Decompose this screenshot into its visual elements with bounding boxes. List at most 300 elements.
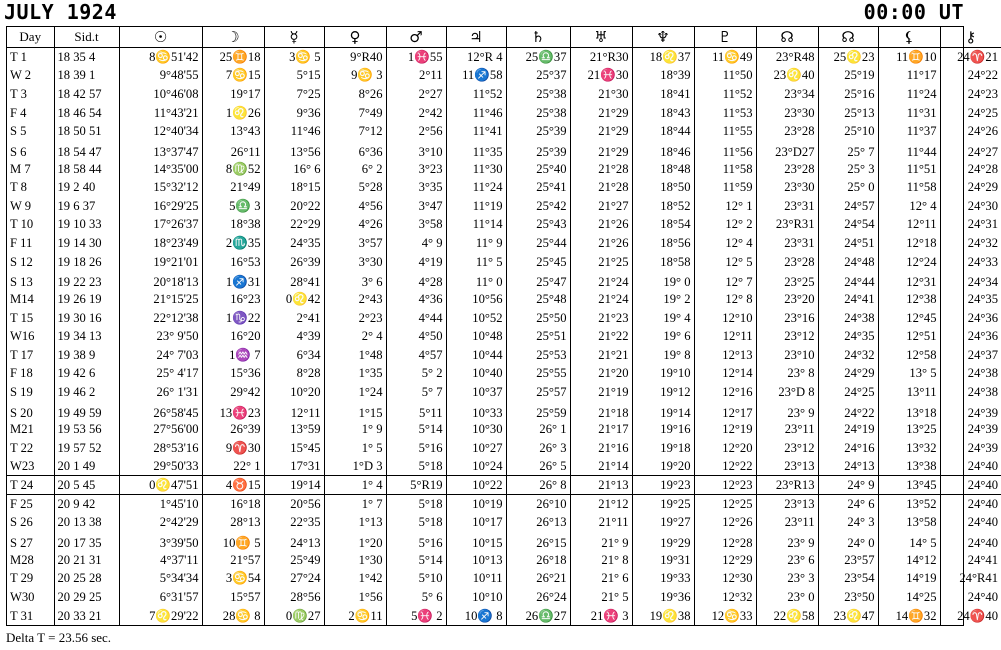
cell-day: S 6 (10, 144, 27, 159)
cell-sun: 14°35'00 (119, 159, 202, 178)
cell-sidereal-time: 19 26 19 (54, 290, 119, 309)
cell-neptune: 19° 4 (632, 308, 694, 327)
table-row (7, 290, 1001, 309)
cell-true-node: 23°50 (818, 588, 878, 607)
cell-lilith: 14°12 (878, 550, 940, 569)
cell-chiron: 24°25 (940, 103, 1001, 122)
table-row (7, 271, 1001, 290)
delta-t-note: Delta T = 23.56 sec. (6, 630, 112, 645)
table-row (7, 234, 1001, 253)
cell-day: W 2 (10, 68, 32, 83)
cell-moon: 16°18 (202, 495, 264, 514)
cell-sidereal-time: 19 30 16 (54, 308, 119, 327)
cell-mars: 2°27 (386, 85, 446, 104)
cell-sun: 1°45'10 (119, 495, 202, 514)
cell-day: S 5 (10, 124, 27, 139)
cell-saturn: 25°40 (506, 159, 570, 178)
cell-mean-node: 23°13 (756, 495, 818, 514)
cell-moon: 18°38 (202, 215, 264, 234)
cell-mercury: 26°39 (264, 252, 324, 271)
col-header-moon: ☽ (202, 27, 264, 48)
cell-sidereal-time: 20 33 21 (54, 606, 119, 625)
cell-mean-node: 23°12 (756, 327, 818, 346)
cell-mercury: 5°15 (264, 66, 324, 85)
cell-sidereal-time: 18 58 44 (54, 159, 119, 178)
cell-chiron: 24°28 (940, 159, 1001, 178)
cell-mean-node: 23°20 (756, 290, 818, 309)
cell-venus: 2°43 (324, 290, 386, 309)
cell-jupiter: 11°41 (446, 122, 506, 141)
cell-pluto: 12°26 (694, 513, 756, 532)
cell-mars: 3°58 (386, 215, 446, 234)
cell-venus: 1° 7 (324, 495, 386, 514)
cell-mercury: 20°22 (264, 197, 324, 216)
cell-neptune: 19°20 (632, 457, 694, 476)
table-row (7, 383, 1001, 402)
cell-pluto: 12°23 (694, 476, 756, 495)
cell-lilith: 12° 4 (878, 197, 940, 216)
cell-neptune: 18°48 (632, 159, 694, 178)
cell-pluto: 12°14 (694, 364, 756, 383)
cell-day: T 1 (10, 50, 27, 65)
cell-chiron: 24°30 (940, 197, 1001, 216)
cell-sidereal-time: 18 42 57 (54, 85, 119, 104)
cell-chiron: 24°40 (940, 588, 1001, 607)
cell-true-node: 24°13 (818, 457, 878, 476)
cell-saturn: 25°37 (506, 66, 570, 85)
cell-moon: 5♎ 3 (202, 197, 264, 216)
cell-moon: 16°53 (202, 252, 264, 271)
cell-mean-node: 23°30 (756, 103, 818, 122)
cell-sidereal-time: 20 13 38 (54, 513, 119, 532)
cell-neptune: 19° 0 (632, 271, 694, 290)
cell-sun: 10°46'08 (119, 85, 202, 104)
table-row (7, 569, 1001, 588)
cell-saturn: 25°45 (506, 252, 570, 271)
cell-jupiter: 10°44 (446, 346, 506, 365)
cell-pluto: 12°11 (694, 327, 756, 346)
cell-mean-node: 23° 8 (756, 364, 818, 383)
cell-neptune: 19°23 (632, 476, 694, 495)
cell-mercury: 11°46 (264, 122, 324, 141)
cell-chiron: 24°38 (940, 364, 1001, 383)
cell-moon: 2♏35 (202, 234, 264, 253)
cell-lilith: 13° 5 (878, 364, 940, 383)
cell-pluto: 12♋33 (694, 606, 756, 625)
table-header-row (7, 27, 1001, 48)
cell-uranus: 21°30 (570, 85, 632, 104)
cell-mars: 4° 9 (386, 234, 446, 253)
cell-mars: 2°11 (386, 66, 446, 85)
cell-true-node: 24°16 (818, 439, 878, 458)
cell-sidereal-time: 20 5 45 (54, 476, 119, 495)
cell-mars: 5♓ 2 (386, 606, 446, 625)
cell-mean-node: 23°R48 (756, 48, 818, 67)
cell-uranus: 21°26 (570, 215, 632, 234)
cell-venus: 6° 2 (324, 159, 386, 178)
cell-saturn: 26° 3 (506, 439, 570, 458)
cell-sidereal-time: 19 38 9 (54, 346, 119, 365)
cell-day: T 8 (10, 180, 27, 195)
cell-venus: 1°20 (324, 532, 386, 551)
cell-mars: 4°36 (386, 290, 446, 309)
cell-day: S 13 (10, 275, 33, 290)
cell-mars: 3°47 (386, 197, 446, 216)
cell-venus: 1°42 (324, 569, 386, 588)
col-header-true-node: ☊ (818, 27, 878, 48)
cell-mercury: 2°41 (264, 308, 324, 327)
cell-venus: 7°49 (324, 103, 386, 122)
cell-lilith: 12°18 (878, 234, 940, 253)
cell-chiron: 24°40 (940, 457, 1001, 476)
table-row (7, 103, 1001, 122)
cell-lilith: 12°51 (878, 327, 940, 346)
cell-sun: 22°12'38 (119, 308, 202, 327)
cell-mercury: 16° 6 (264, 159, 324, 178)
cell-uranus: 21°20 (570, 364, 632, 383)
cell-saturn: 26°10 (506, 495, 570, 514)
cell-lilith: 11♊10 (878, 48, 940, 67)
cell-venus: 1° 5 (324, 439, 386, 458)
cell-uranus: 21°18 (570, 401, 632, 420)
cell-neptune: 19°14 (632, 401, 694, 420)
cell-saturn: 25°53 (506, 346, 570, 365)
cell-true-node: 25°10 (818, 122, 878, 141)
col-header-neptune: ♆ (632, 27, 694, 48)
cell-uranus: 21°28 (570, 178, 632, 197)
cell-venus: 9♋ 3 (324, 66, 386, 85)
cell-saturn: 26°15 (506, 532, 570, 551)
cell-pluto: 12°13 (694, 346, 756, 365)
cell-sun: 7♌29'22 (119, 606, 202, 625)
cell-true-node: 23°57 (818, 550, 878, 569)
cell-moon: 26°11 (202, 141, 264, 160)
cell-lilith: 12°58 (878, 346, 940, 365)
cell-venus: 1°48 (324, 346, 386, 365)
cell-sun: 26°58'45 (119, 401, 202, 420)
cell-uranus: 21°17 (570, 420, 632, 439)
cell-saturn: 25°57 (506, 383, 570, 402)
table-row (7, 588, 1001, 607)
cell-venus: 3°57 (324, 234, 386, 253)
cell-chiron: 24°40 (940, 513, 1001, 532)
cell-mars: 5° 6 (386, 588, 446, 607)
cell-lilith: 14°25 (878, 588, 940, 607)
cell-venus: 3°30 (324, 252, 386, 271)
cell-uranus: 21°27 (570, 197, 632, 216)
cell-neptune: 19° 6 (632, 327, 694, 346)
cell-true-node: 25° 0 (818, 178, 878, 197)
cell-saturn: 25°44 (506, 234, 570, 253)
cell-neptune: 18♌37 (632, 48, 694, 67)
cell-saturn: 25°50 (506, 308, 570, 327)
table-row (7, 401, 1001, 420)
cell-chiron: 24°39 (940, 439, 1001, 458)
cell-chiron: 24♈40 (940, 606, 1001, 625)
cell-mars: 4°44 (386, 308, 446, 327)
cell-saturn: 25°39 (506, 122, 570, 141)
cell-uranus: 21°29 (570, 141, 632, 160)
cell-day: W16 (10, 329, 35, 344)
cell-pluto: 12°29 (694, 550, 756, 569)
cell-day: T 29 (10, 571, 34, 586)
cell-mars: 5°16 (386, 532, 446, 551)
cell-mars: 5°18 (386, 513, 446, 532)
cell-mean-node: 23°28 (756, 122, 818, 141)
cell-true-node: 24°41 (818, 290, 878, 309)
cell-mercury: 10°20 (264, 383, 324, 402)
cell-true-node: 24°51 (818, 234, 878, 253)
cell-uranus: 21°14 (570, 457, 632, 476)
cell-mean-node: 23° 3 (756, 569, 818, 588)
cell-jupiter: 10°48 (446, 327, 506, 346)
cell-sun: 24° 7'03 (119, 346, 202, 365)
cell-lilith: 14°19 (878, 569, 940, 588)
cell-pluto: 12° 7 (694, 271, 756, 290)
cell-chiron: 24°39 (940, 420, 1001, 439)
cell-sun: 4°37'11 (119, 550, 202, 569)
cell-pluto: 12°10 (694, 308, 756, 327)
cell-neptune: 19°10 (632, 364, 694, 383)
cell-saturn: 25°39 (506, 141, 570, 160)
cell-uranus: 21°25 (570, 252, 632, 271)
cell-sidereal-time: 19 10 33 (54, 215, 119, 234)
cell-sidereal-time: 19 34 13 (54, 327, 119, 346)
cell-sidereal-time: 20 29 25 (54, 588, 119, 607)
cell-mean-node: 23° 9 (756, 401, 818, 420)
cell-moon: 3♋54 (202, 569, 264, 588)
cell-mean-node: 23°R13 (756, 476, 818, 495)
cell-jupiter: 11°19 (446, 197, 506, 216)
cell-chiron: 24°41 (940, 550, 1001, 569)
cell-jupiter: 12°R 4 (446, 48, 506, 67)
cell-chiron: 24°40 (940, 532, 1001, 551)
page-title: JULY 1924 (4, 0, 117, 24)
cell-lilith: 13°25 (878, 420, 940, 439)
cell-sun: 0♌47'51 (119, 476, 202, 495)
cell-venus: 1°15 (324, 401, 386, 420)
cell-jupiter: 11° 0 (446, 271, 506, 290)
cell-sun: 2°42'29 (119, 513, 202, 532)
ephemeris-table (7, 27, 1001, 625)
cell-saturn: 26° 8 (506, 476, 570, 495)
cell-chiron: 24°36 (940, 308, 1001, 327)
cell-uranus: 21°12 (570, 495, 632, 514)
cell-jupiter: 10°10 (446, 588, 506, 607)
cell-jupiter: 11°35 (446, 141, 506, 160)
table-row (7, 606, 1001, 625)
cell-moon: 28°13 (202, 513, 264, 532)
table-row (7, 141, 1001, 160)
col-header-mercury: ☿ (264, 27, 324, 48)
cell-pluto: 12°20 (694, 439, 756, 458)
cell-uranus: 21°29 (570, 103, 632, 122)
cell-sidereal-time: 20 21 31 (54, 550, 119, 569)
cell-lilith: 12°31 (878, 271, 940, 290)
table-row (7, 66, 1001, 85)
cell-sun: 26° 1'31 (119, 383, 202, 402)
table-row (7, 178, 1001, 197)
cell-neptune: 18°44 (632, 122, 694, 141)
cell-saturn: 25°55 (506, 364, 570, 383)
cell-saturn: 25♎37 (506, 48, 570, 67)
cell-moon: 16°20 (202, 327, 264, 346)
cell-saturn: 26°21 (506, 569, 570, 588)
cell-moon: 13°43 (202, 122, 264, 141)
cell-venus: 1°56 (324, 588, 386, 607)
cell-sun: 8♋51'42 (119, 48, 202, 67)
cell-moon: 28♋ 8 (202, 606, 264, 625)
cell-moon: 21°49 (202, 178, 264, 197)
cell-uranus: 21♓ 3 (570, 606, 632, 625)
cell-mean-node: 23°31 (756, 197, 818, 216)
cell-moon: 1♐31 (202, 271, 264, 290)
cell-mercury: 12°11 (264, 401, 324, 420)
cell-chiron: 24°34 (940, 271, 1001, 290)
col-header-chiron: ⚷ (940, 27, 1001, 48)
cell-neptune: 19°16 (632, 420, 694, 439)
cell-true-node: 24° 9 (818, 476, 878, 495)
cell-mars: 3°23 (386, 159, 446, 178)
cell-uranus: 21°19 (570, 383, 632, 402)
cell-saturn: 25°41 (506, 178, 570, 197)
cell-mars: 5°11 (386, 401, 446, 420)
cell-day: T 3 (10, 87, 27, 102)
cell-mercury: 8°28 (264, 364, 324, 383)
cell-chiron: 24°37 (940, 346, 1001, 365)
cell-true-node: 23♌47 (818, 606, 878, 625)
cell-mercury: 7°25 (264, 85, 324, 104)
cell-venus: 4°56 (324, 197, 386, 216)
cell-neptune: 18°52 (632, 197, 694, 216)
cell-moon: 1♒ 7 (202, 346, 264, 365)
cell-venus: 3° 6 (324, 271, 386, 290)
cell-true-node: 25°19 (818, 66, 878, 85)
cell-lilith: 12°24 (878, 252, 940, 271)
cell-mars: 3°35 (386, 178, 446, 197)
table-row (7, 364, 1001, 383)
cell-chiron: 24°29 (940, 178, 1001, 197)
cell-pluto: 12° 5 (694, 252, 756, 271)
cell-jupiter: 10°56 (446, 290, 506, 309)
cell-venus: 9°R40 (324, 48, 386, 67)
cell-true-node: 24°32 (818, 346, 878, 365)
cell-true-node: 25°16 (818, 85, 878, 104)
cell-venus: 1°30 (324, 550, 386, 569)
cell-moon: 19°17 (202, 85, 264, 104)
cell-true-node: 25° 3 (818, 159, 878, 178)
cell-mean-node: 23°D 8 (756, 383, 818, 402)
col-header-mean-node: ☊ (756, 27, 818, 48)
cell-pluto: 11°53 (694, 103, 756, 122)
cell-moon: 13♓23 (202, 401, 264, 420)
cell-mercury: 4°39 (264, 327, 324, 346)
cell-sun: 28°53'16 (119, 439, 202, 458)
cell-mercury: 3♋ 5 (264, 48, 324, 67)
cell-chiron: 24°32 (940, 234, 1001, 253)
cell-sidereal-time: 18 39 1 (54, 66, 119, 85)
table-row (7, 122, 1001, 141)
cell-pluto: 12° 2 (694, 215, 756, 234)
cell-moon: 10♊ 5 (202, 532, 264, 551)
cell-venus: 4°26 (324, 215, 386, 234)
cell-mercury: 13°59 (264, 420, 324, 439)
cell-chiron: 24♈21 (940, 48, 1001, 67)
cell-true-node: 24°54 (818, 215, 878, 234)
cell-mean-node: 23°12 (756, 439, 818, 458)
cell-lilith: 12°38 (878, 290, 940, 309)
cell-uranus: 21°13 (570, 476, 632, 495)
table-row (7, 532, 1001, 551)
cell-venus: 1°13 (324, 513, 386, 532)
cell-chiron: 24°40 (940, 476, 1001, 495)
cell-mean-node: 23°30 (756, 178, 818, 197)
table-row (7, 476, 1001, 495)
cell-neptune: 19♌38 (632, 606, 694, 625)
cell-uranus: 21♓30 (570, 66, 632, 85)
cell-sun: 20°18'13 (119, 271, 202, 290)
table-row (7, 439, 1001, 458)
cell-mars: 5°18 (386, 457, 446, 476)
cell-day: T 15 (10, 310, 34, 325)
cell-neptune: 19°33 (632, 569, 694, 588)
cell-mars: 5° 7 (386, 383, 446, 402)
cell-chiron: 24°38 (940, 383, 1001, 402)
cell-moon: 26°39 (202, 420, 264, 439)
table-row (7, 327, 1001, 346)
cell-mars: 3°10 (386, 141, 446, 160)
cell-jupiter: 10°13 (446, 550, 506, 569)
cell-neptune: 19°29 (632, 532, 694, 551)
cell-pluto: 12° 8 (694, 290, 756, 309)
cell-neptune: 18°58 (632, 252, 694, 271)
cell-mercury: 24°13 (264, 532, 324, 551)
cell-jupiter: 10°17 (446, 513, 506, 532)
cell-day: T 22 (10, 440, 34, 455)
cell-sidereal-time: 19 14 30 (54, 234, 119, 253)
cell-uranus: 21°22 (570, 327, 632, 346)
cell-uranus: 21°11 (570, 513, 632, 532)
cell-jupiter: 10°33 (446, 401, 506, 420)
cell-mercury: 22°29 (264, 215, 324, 234)
cell-moon: 1♑22 (202, 308, 264, 327)
cell-mars: 5°R19 (386, 476, 446, 495)
cell-true-node: 24° 6 (818, 495, 878, 514)
cell-moon: 9♈30 (202, 439, 264, 458)
cell-moon: 22° 1 (202, 457, 264, 476)
cell-moon: 15°57 (202, 588, 264, 607)
cell-lilith: 11°17 (878, 66, 940, 85)
cell-mercury: 0♌42 (264, 290, 324, 309)
cell-sun: 11°43'21 (119, 103, 202, 122)
cell-mars: 5°10 (386, 569, 446, 588)
cell-chiron: 24°26 (940, 122, 1001, 141)
cell-mars: 4°50 (386, 327, 446, 346)
cell-day: S 26 (10, 515, 33, 530)
cell-moon: 15°36 (202, 364, 264, 383)
cell-moon: 25♊18 (202, 48, 264, 67)
cell-chiron: 24°36 (940, 327, 1001, 346)
cell-mercury: 28°56 (264, 588, 324, 607)
cell-sidereal-time: 18 35 4 (54, 48, 119, 67)
cell-pluto: 11°52 (694, 85, 756, 104)
cell-uranus: 21°16 (570, 439, 632, 458)
cell-neptune: 19° 2 (632, 290, 694, 309)
cell-neptune: 19°25 (632, 495, 694, 514)
cell-venus: 5°28 (324, 178, 386, 197)
cell-day: M21 (10, 422, 34, 437)
cell-mean-node: 23♌40 (756, 66, 818, 85)
